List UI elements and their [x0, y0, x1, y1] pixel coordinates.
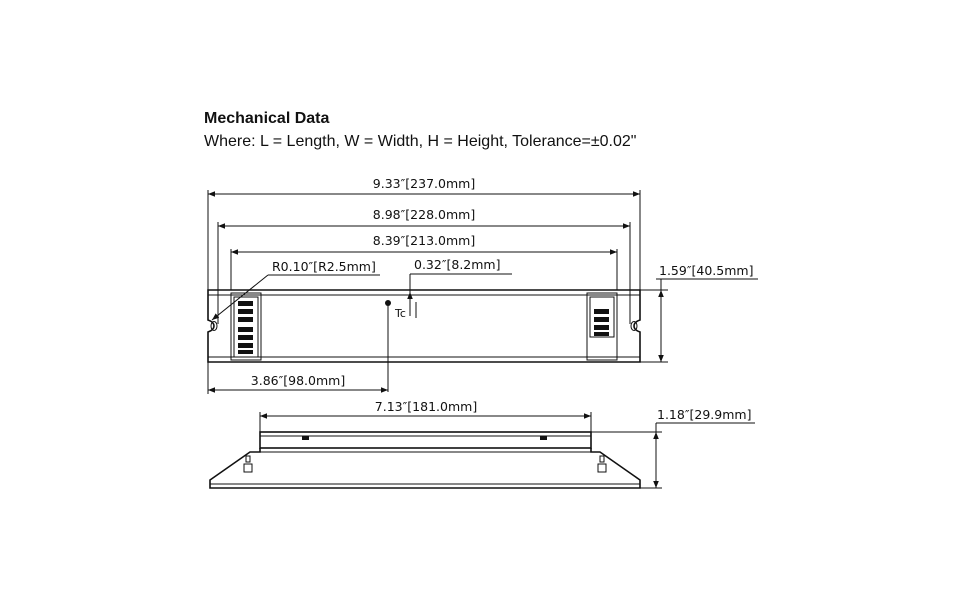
- overall-length-label: 9.33″[237.0mm]: [372, 176, 476, 191]
- right-terminal-block: [587, 293, 617, 360]
- height-label: 1.18″[29.9mm]: [657, 407, 752, 422]
- radius-label: R0.10″[R2.5mm]: [272, 259, 376, 274]
- ballast-body-top: [208, 290, 640, 362]
- side-length-label: 7.13″[181.0mm]: [374, 399, 478, 414]
- left-terminal-block: [231, 293, 261, 360]
- tc-offset-label: 0.32″[8.2mm]: [414, 257, 501, 272]
- width-label: 1.59″[40.5mm]: [659, 263, 754, 278]
- section-subtitle: Where: L = Length, W = Width, H = Height, Tolerance=±0.02": [204, 133, 637, 150]
- top-view: [208, 176, 758, 394]
- body-length-label: 8.39″[213.0mm]: [372, 233, 476, 248]
- side-view: [210, 399, 755, 488]
- section-title: Mechanical Data: [204, 110, 330, 127]
- mounting-plate: [210, 448, 640, 488]
- tc-position-label: 3.86″[98.0mm]: [250, 373, 346, 388]
- tc-label: Tc: [395, 307, 406, 320]
- mount-spacing-label: 8.98″[228.0mm]: [372, 207, 476, 222]
